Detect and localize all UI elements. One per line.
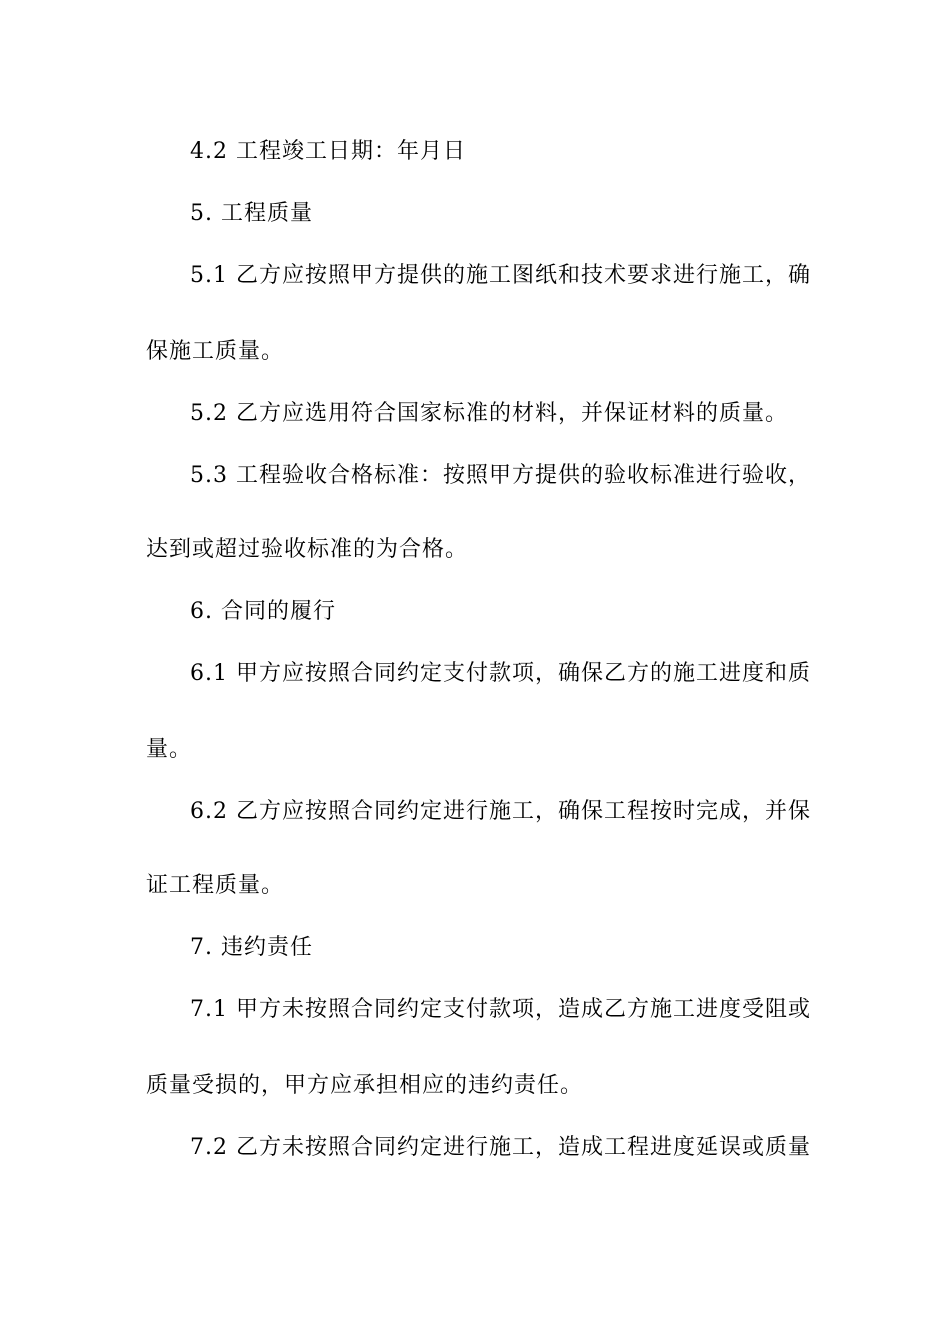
clause-5-2: 5.2 乙方应选用符合国家标准的材料，并保证材料的质量。: [190, 401, 788, 426]
clause-6-1-line-1: 6.1 甲方应按照合同约定支付款项，确保乙方的施工进度和质: [190, 661, 811, 686]
clause-7-1-line-2: 质量受损的，甲方应承担相应的违约责任。: [146, 1073, 584, 1098]
clause-5-3-line-2: 达到或超过验收标准的为合格。: [146, 537, 469, 562]
section-7-heading: 7. 违约责任: [190, 935, 313, 960]
clause-4-2: 4.2 工程竣工日期：年月日: [190, 139, 466, 164]
clause-6-2-line-1: 6.2 乙方应按照合同约定进行施工，确保工程按时完成，并保: [190, 799, 811, 824]
section-6-heading: 6. 合同的履行: [190, 599, 336, 624]
clause-5-1-line-2: 保施工质量。: [146, 339, 285, 364]
clause-6-2-line-2: 证工程质量。: [146, 873, 285, 898]
clause-5-3-line-1: 5.3 工程验收合格标准：按照甲方提供的验收标准进行验收，: [190, 463, 811, 488]
clause-7-1-line-1: 7.1 甲方未按照合同约定支付款项，造成乙方施工进度受阻或: [190, 997, 811, 1022]
clause-6-1-line-2: 量。: [146, 737, 193, 762]
clause-7-2-line-1: 7.2 乙方未按照合同约定进行施工，造成工程进度延误或质量: [190, 1135, 811, 1160]
clause-5-1-line-1: 5.1 乙方应按照甲方提供的施工图纸和技术要求进行施工，确: [190, 263, 811, 288]
section-5-heading: 5. 工程质量: [190, 201, 313, 226]
